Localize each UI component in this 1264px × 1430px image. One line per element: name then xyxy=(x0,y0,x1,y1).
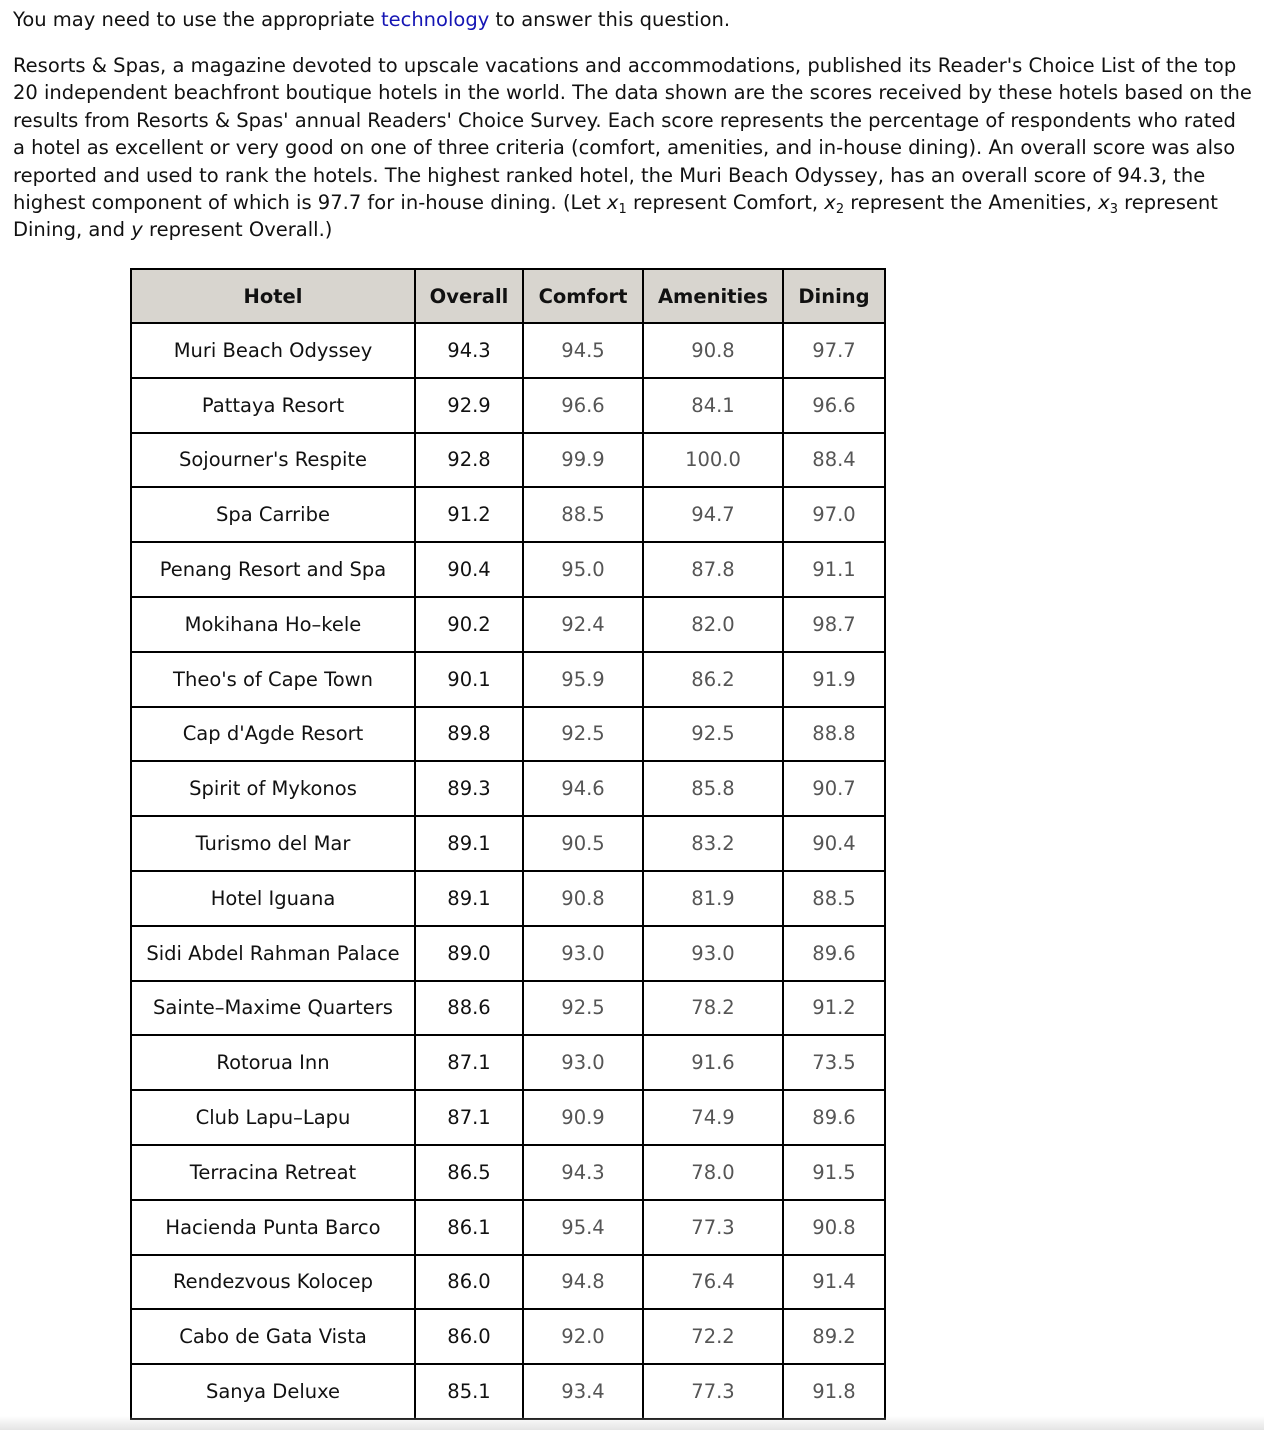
table-row xyxy=(131,433,885,488)
cell-dining: 91.4 xyxy=(783,1255,885,1310)
cell-amenities: 77.3 xyxy=(643,1364,783,1419)
cell-amenities: 74.9 xyxy=(643,1090,783,1145)
cell-comfort: 90.5 xyxy=(523,816,643,871)
table-row xyxy=(131,707,885,762)
cell-comfort: 94.8 xyxy=(523,1255,643,1310)
cell-dining: 90.8 xyxy=(783,1200,885,1255)
cell-overall: 89.8 xyxy=(415,707,523,762)
cell-comfort: 88.5 xyxy=(523,487,643,542)
cell-comfort: 96.6 xyxy=(523,378,643,433)
var-x2-sub: 2 xyxy=(835,202,845,218)
cell-amenities: 86.2 xyxy=(643,652,783,707)
cell-amenities: 77.3 xyxy=(643,1200,783,1255)
cell-dining: 90.7 xyxy=(783,761,885,816)
cell-dining: 89.6 xyxy=(783,1090,885,1145)
var-x3-sub: 3 xyxy=(1109,202,1118,218)
cell-overall: 88.6 xyxy=(415,981,523,1036)
cell-amenities: 94.7 xyxy=(643,487,783,542)
instruction-line xyxy=(13,6,730,33)
cell-amenities: 93.0 xyxy=(643,926,783,981)
var-y: y xyxy=(131,218,143,242)
table-row xyxy=(131,871,885,926)
instruction-text-before: You may need to use the appropriate xyxy=(13,8,381,31)
problem-text-end: represent Overall.) xyxy=(142,218,333,242)
cell-overall: 89.0 xyxy=(415,926,523,981)
cell-hotel: Muri Beach Odyssey xyxy=(131,323,415,378)
var-x3: x xyxy=(1098,191,1110,215)
cell-hotel: Rendezvous Kolocep xyxy=(131,1255,415,1310)
cell-dining: 91.9 xyxy=(783,652,885,707)
cell-comfort: 93.4 xyxy=(523,1364,643,1419)
table-row xyxy=(131,323,885,378)
cell-dining: 89.6 xyxy=(783,926,885,981)
cell-overall: 89.1 xyxy=(415,816,523,871)
cell-hotel: Cabo de Gata Vista xyxy=(131,1309,415,1364)
cell-dining: 88.8 xyxy=(783,707,885,762)
cell-overall: 94.3 xyxy=(415,323,523,378)
instruction-text-after: to answer this question. xyxy=(489,8,731,31)
table-row xyxy=(131,816,885,871)
cell-overall: 90.1 xyxy=(415,652,523,707)
cell-hotel: Turismo del Mar xyxy=(131,816,415,871)
table-row xyxy=(131,1090,885,1145)
cell-amenities: 81.9 xyxy=(643,871,783,926)
table-header-row xyxy=(131,269,885,323)
cell-dining: 89.2 xyxy=(783,1309,885,1364)
problem-text-mid3: represent Dining, and xyxy=(13,191,1218,242)
cell-comfort: 95.9 xyxy=(523,652,643,707)
header-amenities: Amenities xyxy=(643,269,783,323)
table-row xyxy=(131,378,885,433)
problem-text-mid2: represent the Amenities, xyxy=(844,191,1099,215)
cell-overall: 89.3 xyxy=(415,761,523,816)
cell-overall: 92.9 xyxy=(415,378,523,433)
cell-dining: 98.7 xyxy=(783,597,885,652)
cell-comfort: 93.0 xyxy=(523,926,643,981)
table-row xyxy=(131,487,885,542)
cell-amenities: 84.1 xyxy=(643,378,783,433)
cell-overall: 92.8 xyxy=(415,433,523,488)
cell-overall: 90.2 xyxy=(415,597,523,652)
cell-dining: 91.2 xyxy=(783,981,885,1036)
cell-dining: 97.0 xyxy=(783,487,885,542)
problem-text-mid1: represent Comfort, xyxy=(626,191,825,215)
cell-hotel: Theo's of Cape Town xyxy=(131,652,415,707)
cell-overall: 85.1 xyxy=(415,1364,523,1419)
cell-amenities: 87.8 xyxy=(643,542,783,597)
table-row xyxy=(131,1145,885,1200)
cell-dining: 97.7 xyxy=(783,323,885,378)
cell-comfort: 90.9 xyxy=(523,1090,643,1145)
cell-amenities: 100.0 xyxy=(643,433,783,488)
cell-overall: 86.0 xyxy=(415,1309,523,1364)
hotel-scores-table-container xyxy=(130,268,886,1420)
header-comfort: Comfort xyxy=(523,269,643,323)
cell-hotel: Club Lapu–Lapu xyxy=(131,1090,415,1145)
cell-comfort: 90.8 xyxy=(523,871,643,926)
cell-dining: 91.8 xyxy=(783,1364,885,1419)
cell-hotel: Penang Resort and Spa xyxy=(131,542,415,597)
cell-dining: 96.6 xyxy=(783,378,885,433)
cell-overall: 91.2 xyxy=(415,487,523,542)
header-dining: Dining xyxy=(783,269,885,323)
var-x1: x xyxy=(606,191,619,215)
var-x1-sub: 1 xyxy=(618,202,627,218)
cell-hotel: Spa Carribe xyxy=(131,487,415,542)
cell-amenities: 92.5 xyxy=(643,707,783,762)
cell-comfort: 92.5 xyxy=(523,707,643,762)
cell-hotel: Hacienda Punta Barco xyxy=(131,1200,415,1255)
table-row xyxy=(131,1200,885,1255)
header-overall: Overall xyxy=(415,269,523,323)
technology-link[interactable]: technology xyxy=(380,8,490,31)
table-row xyxy=(131,652,885,707)
cell-comfort: 95.4 xyxy=(523,1200,643,1255)
table-row xyxy=(131,1035,885,1090)
cell-overall: 87.1 xyxy=(415,1090,523,1145)
problem-paragraph xyxy=(13,52,1253,244)
table-row xyxy=(131,597,885,652)
cell-dining: 91.5 xyxy=(783,1145,885,1200)
cell-hotel: Terracina Retreat xyxy=(131,1145,415,1200)
cell-hotel: Spirit of Mykonos xyxy=(131,761,415,816)
table-body xyxy=(131,323,885,1419)
cell-amenities: 78.2 xyxy=(643,981,783,1036)
table-row xyxy=(131,1255,885,1310)
cell-dining: 90.4 xyxy=(783,816,885,871)
cell-comfort: 92.0 xyxy=(523,1309,643,1364)
cell-dining: 73.5 xyxy=(783,1035,885,1090)
cell-hotel: Sanya Deluxe xyxy=(131,1364,415,1419)
table-row xyxy=(131,542,885,597)
cell-overall: 86.1 xyxy=(415,1200,523,1255)
cell-hotel: Sainte–Maxime Quarters xyxy=(131,981,415,1036)
cell-dining: 88.5 xyxy=(783,871,885,926)
cell-hotel: Rotorua Inn xyxy=(131,1035,415,1090)
cell-comfort: 93.0 xyxy=(523,1035,643,1090)
cell-amenities: 76.4 xyxy=(643,1255,783,1310)
cell-dining: 91.1 xyxy=(783,542,885,597)
cell-comfort: 94.6 xyxy=(523,761,643,816)
var-x2: x xyxy=(824,191,836,215)
problem-text: Resorts & Spas, a magazine devoted to upscale vacations and accommodations, published its Reader's Choice List of the top 20 independent beachfront boutique hotels in the world. The data shown are the scores received by these hotels based on the results from Resorts & Spas' annual Readers' Choice Survey. Each score represents the percentage of respondents who rated a hotel as excellent or very good on one of three criteria (comfort, amenities, and in-house dining). An overall score was also reported and used to rank the hotels. The highest ranked hotel, the Muri Beach Odyssey, has an overall score of 94.3, the highest component of which is 97.7 for in-house dining. (Let xyxy=(13,54,1252,215)
table-row xyxy=(131,1309,885,1364)
table-row xyxy=(131,1364,885,1419)
cell-hotel: Sidi Abdel Rahman Palace xyxy=(131,926,415,981)
cell-amenities: 91.6 xyxy=(643,1035,783,1090)
cell-dining: 88.4 xyxy=(783,433,885,488)
bottom-scroll-shadow xyxy=(0,1416,1264,1430)
cell-amenities: 90.8 xyxy=(643,323,783,378)
cell-amenities: 83.2 xyxy=(643,816,783,871)
cell-overall: 86.0 xyxy=(415,1255,523,1310)
cell-overall: 87.1 xyxy=(415,1035,523,1090)
cell-amenities: 82.0 xyxy=(643,597,783,652)
header-hotel: Hotel xyxy=(131,269,415,323)
hotel-scores-table xyxy=(130,268,886,1420)
table-row xyxy=(131,761,885,816)
cell-comfort: 99.9 xyxy=(523,433,643,488)
cell-amenities: 78.0 xyxy=(643,1145,783,1200)
table-row xyxy=(131,926,885,981)
cell-overall: 86.5 xyxy=(415,1145,523,1200)
cell-amenities: 85.8 xyxy=(643,761,783,816)
cell-comfort: 94.3 xyxy=(523,1145,643,1200)
cell-overall: 89.1 xyxy=(415,871,523,926)
cell-comfort: 92.5 xyxy=(523,981,643,1036)
cell-hotel: Hotel Iguana xyxy=(131,871,415,926)
table-row xyxy=(131,981,885,1036)
cell-overall: 90.4 xyxy=(415,542,523,597)
cell-amenities: 72.2 xyxy=(643,1309,783,1364)
cell-comfort: 92.4 xyxy=(523,597,643,652)
cell-comfort: 95.0 xyxy=(523,542,643,597)
cell-hotel: Cap d'Agde Resort xyxy=(131,707,415,762)
cell-hotel: Sojourner's Respite xyxy=(131,433,415,488)
cell-hotel: Pattaya Resort xyxy=(131,378,415,433)
cell-hotel: Mokihana Ho–kele xyxy=(131,597,415,652)
cell-comfort: 94.5 xyxy=(523,323,643,378)
